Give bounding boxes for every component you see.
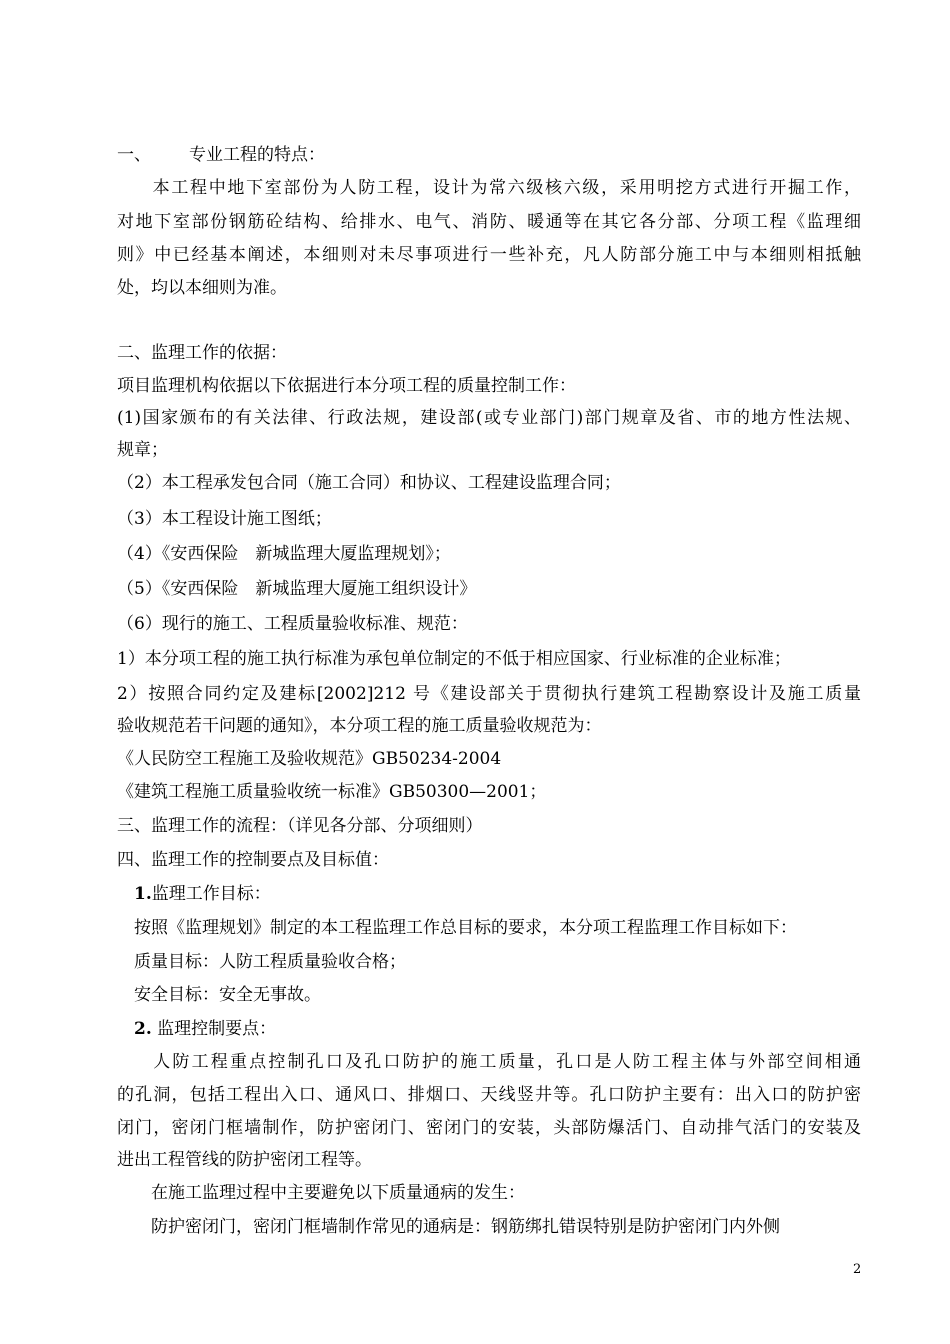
section-4-heading: 四、监理工作的控制要点及目标值： — [117, 850, 389, 870]
basis-item-6: （6）现行的施工、工程质量验收标准、规范： — [117, 614, 468, 634]
subsection-2-number: 2. — [134, 1019, 152, 1039]
standard-item-1: 1）本分项工程的施工执行标准为承包单位制定的不低于相应国家、行业标准的企业标准； — [117, 649, 791, 669]
basis-item-2: （2）本工程承发包合同（施工合同）和协议、工程建设监理合同； — [117, 473, 621, 493]
section-1-paragraph-line-2: 对地下室部份钢筋砼结构、给排水、电气、消防、暖通等在其它各分部、分项工程《监理细 — [117, 212, 861, 232]
section-1-paragraph-line-4: 处，均以本细则为准。 — [117, 278, 287, 298]
common-defects-intro: 在施工监理过程中主要避免以下质量通病的发生： — [151, 1183, 525, 1203]
standard-civil-defense: 《人民防空工程施工及验收规范》GB50234-2004 — [117, 749, 502, 769]
section-2-heading: 二、监理工作的依据： — [117, 343, 287, 363]
standard-item-2-line-1: 2）按照合同约定及建标[2002]212 号《建设部关于贯彻执行建筑工程勘察设计及施工质量 — [117, 684, 861, 704]
quality-goal: 质量目标：人防工程质量验收合格； — [134, 952, 406, 972]
subsection-1-number: 1. — [134, 884, 152, 904]
basis-item-5: （5）《安西保险 新城监理大厦施工组织设计》 — [117, 579, 477, 599]
standard-unified-acceptance: 《建筑工程施工质量验收统一标准》GB50300—2001； — [117, 782, 547, 802]
subsection-2-title: 监理控制要点： — [151, 1019, 277, 1039]
control-paragraph-line-2: 的孔洞，包括工程出入口、通风口、排烟口、天线竖井等。孔口防护主要有：出入口的防护密 — [117, 1085, 861, 1105]
work-goal-text: 按照《监理规划》制定的本工程监理工作总目标的要求，本分项工程监理工作目标如下： — [134, 918, 797, 938]
subsection-2-heading — [134, 1017, 276, 1041]
basis-item-1-line-2: 规章； — [117, 440, 168, 460]
subsection-1-heading — [134, 882, 271, 906]
basis-item-3: （3）本工程设计施工图纸； — [117, 509, 332, 529]
control-paragraph-line-3: 闭门，密闭门框墙制作，防护密闭门、密闭门的安装，头部防爆活门、自动排气活门的安装及 — [117, 1118, 861, 1138]
section-1-paragraph-line-3: 则》中已经基本阐述，本细则对未尽事项进行一些补充，凡人防部分施工中与本细则相抵触 — [117, 245, 861, 265]
door-frame-defects: 防护密闭门，密闭门框墙制作常见的通病是：钢筋绑扎错误特别是防护密闭门内外侧 — [151, 1217, 780, 1237]
section-1-heading — [117, 143, 325, 167]
safety-goal: 安全目标：安全无事故。 — [134, 985, 321, 1005]
section-1-paragraph-line-1: 本工程中地下室部份为人防工程，设计为常六级核六级，采用明挖方式进行开掘工作， — [151, 178, 861, 198]
section-1-number: 一、 — [117, 145, 151, 165]
page-number: 2 — [853, 1262, 862, 1277]
basis-item-4: （4）《安西保险 新城监理大厦监理规划》； — [117, 544, 451, 564]
section-1-title: 专业工程的特点： — [189, 145, 325, 165]
subsection-1-title: 监理工作目标： — [151, 884, 271, 904]
control-paragraph-line-4: 进出工程管线的防护密闭工程等。 — [117, 1150, 372, 1170]
section-3-heading: 三、监理工作的流程：（详见各分部、分项细则） — [117, 816, 483, 836]
standard-item-2-line-2: 验收规范若干问题的通知》，本分项工程的施工质量验收规范为： — [117, 716, 602, 736]
section-2-intro: 项目监理机构依据以下依据进行本分项工程的质量控制工作： — [117, 376, 576, 396]
basis-item-1-line-1: (1)国家颁布的有关法律、行政法规，建设部(或专业部门)部门规章及省、市的地方性法规、 — [117, 408, 861, 428]
control-paragraph-line-1: 人防工程重点控制孔口及孔口防护的施工质量，孔口是人防工程主体与外部空间相通 — [151, 1052, 861, 1072]
